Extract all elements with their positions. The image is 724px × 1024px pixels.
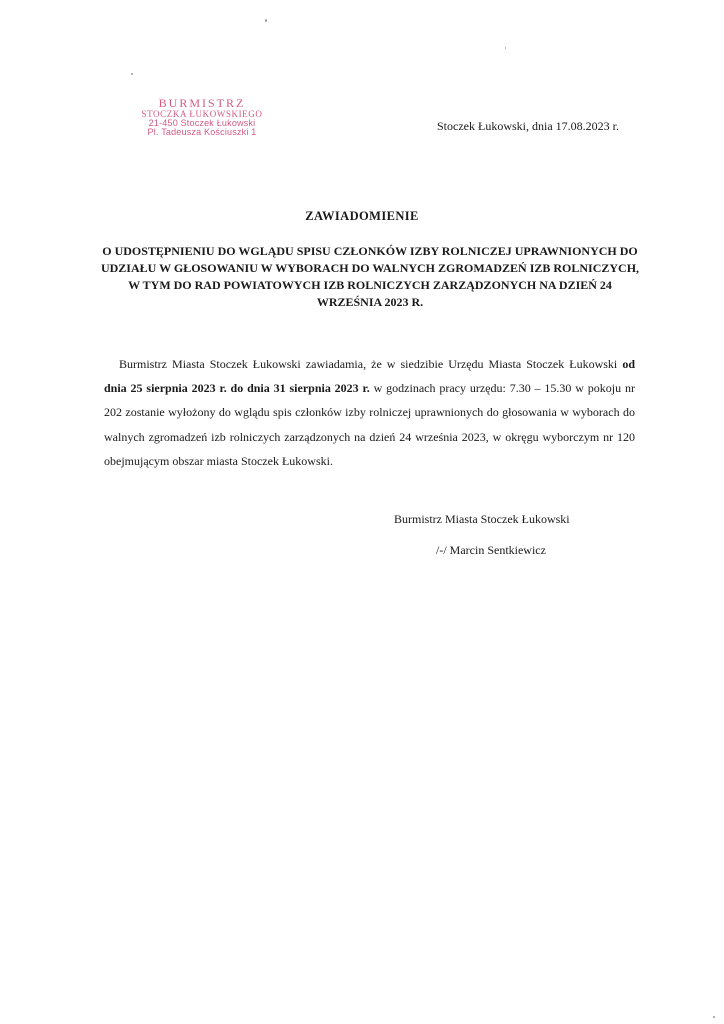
notice-body: [104, 352, 635, 473]
scan-speck: [265, 19, 267, 22]
body-date-range: od dnia 25 sierpnia 2023 r. do dnia 31 sierpnia 2023 r.: [104, 357, 635, 396]
document-title: ZAWIADOMIENIE: [305, 209, 419, 223]
scan-speck: [713, 1016, 715, 1018]
signature-name: /-/ Marcin Sentkiewicz: [436, 543, 546, 557]
document-subtitle: O UDOSTĘPNIENIU DO WGLĄDU SPISU CZŁONKÓW IZBY ROLNICZEJ UPRAWNIONYCH DO UDZIAŁU W GŁOSOWANIU W WYBORACH DO WALNYCH ZGROMADZEŃ IZB ROLNICZYCH, W TYM DO RAD POWIATOWYCH IZB ROLNICZYCH ZARZĄDZONYCH NA DZIEŃ 24 WRZEŚNIA 2023 R.: [100, 244, 640, 309]
scan-speck: [505, 47, 506, 49]
body-text-part1: Burmistrz Miasta Stoczek Łukowski zawiadamia, że w siedzibie Urzędu Miasta Stoczek Łukowski: [119, 357, 623, 371]
body-text-part2: w godzinach pracy urzędu: 7.30 – 15.30 w pokoju nr 202 zostanie wyłożony do wglądu spis członków izby rolniczej uprawnionych do głosowania w wyborach do walnych zgromadzeń izb rolniczych zarządzonych na dzień 24 września 2023, w okręgu wyborczym nr 120 obejmującym obszar miasta Stoczek Łukowski.: [104, 381, 635, 468]
stamp-line-postcode: 21-450 Stoczek Łukowski: [148, 118, 256, 129]
stamp-line-office: STOCZKA ŁUKOWSKIEGO: [141, 108, 263, 119]
scan-speck: [131, 73, 133, 75]
office-stamp: [112, 97, 292, 138]
stamp-line-address: Pl. Tadeusza Kościuszki 1: [147, 127, 257, 138]
place-and-date: Stoczek Łukowski, dnia 17.08.2023 r.: [437, 119, 619, 133]
signature-role: Burmistrz Miasta Stoczek Łukowski: [394, 512, 570, 526]
stamp-title: BURMISTRZ: [158, 96, 246, 110]
